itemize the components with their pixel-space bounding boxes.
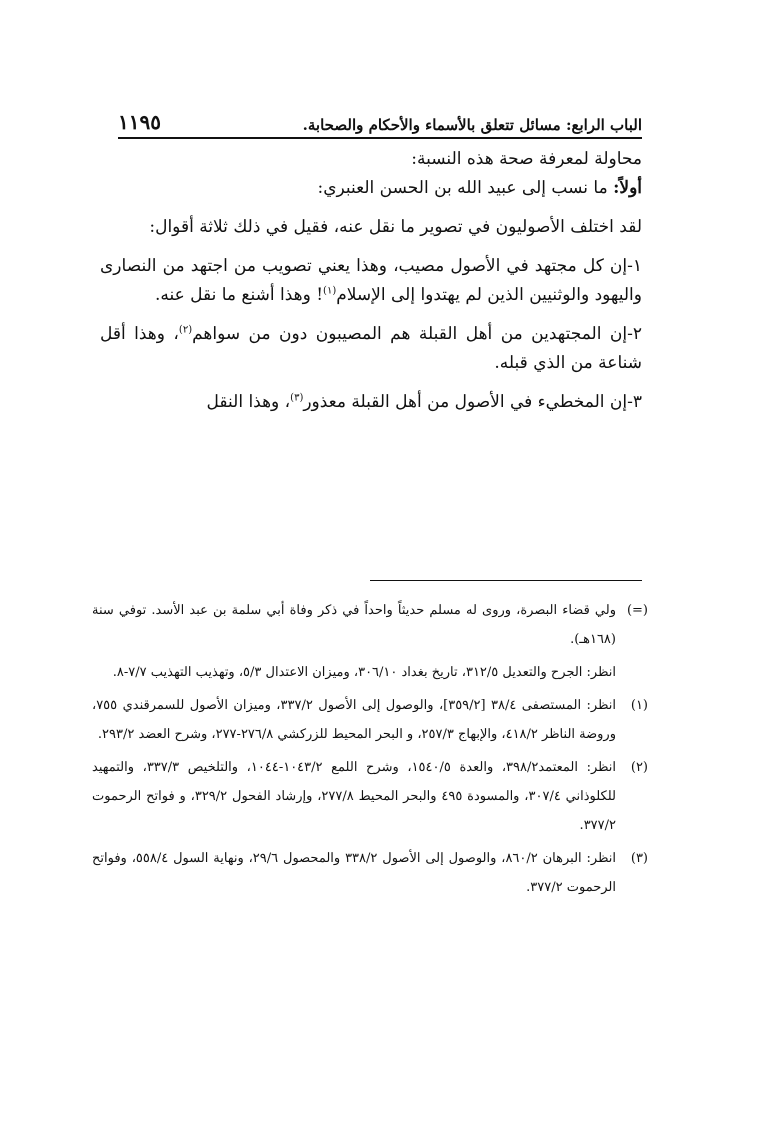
footnote-text: ولي قضاء البصرة، وروى له مسلم حديثاً واحداً في ذكر وفاة أبي سلمة بن عبد الأسد. توفي سنة (١٦٨هـ). [92,603,616,647]
paragraph-first-heading [100,174,642,203]
footnote-mark: (٢) [630,760,648,775]
footnote-1 [92,691,648,749]
footnote-mark: (=) [626,603,648,618]
footnote-mark: (١) [630,698,648,713]
first-heading-text: ما نسب إلى عبيد الله بن الحسن العنبري: [317,178,614,198]
footnotes [92,596,648,906]
running-title: الباب الرابع: مسائل تتعلق بالأسماء والأحكام والصحابة. [302,116,642,134]
paragraph-opinion-1 [100,252,642,310]
paragraph-opinion-2 [100,320,642,378]
footnote-3 [92,844,648,902]
opinion-2-tail: ، وهذا أقل شناعة من الذي قبله. [100,324,642,373]
opinion-1-text: ١-إن كل مجتهد في الأصول مصيب، وهذا يعني تصويب من اجتهد من النصارى واليهود والوثنيين الذين لم يهتدوا إلى الإسلام [100,256,642,305]
opinion-1-tail: ! وهذا أشنع ما نقل عنه. [154,285,324,305]
footnote-text: انظر: البرهان ٨٦٠/٢، والوصول إلى الأصول ٣٣٨/٢ والمحصول ٢٩/٦، ونهاية السول ٥٥٨/٤، وفواتح الرحموت ٣٧٧/٢. [92,851,616,895]
opinion-3-text: ٣-إن المخطيء في الأصول من أهل القبلة معذور [303,392,642,412]
footnote-ref-2[interactable]: (٢) [178,324,193,336]
page-header [118,108,642,134]
footnote-continued-sources: انظر: الجرح والتعديل ٣١٢/٥، تاريخ بغداد ٣٠٦/١٠، وميزان الاعتدال ٥/٣، وتهذيب التهذيب ٧/٧-٨. [112,665,616,680]
footnote-ref-3[interactable]: (٣) [290,392,304,404]
page-number: ١١٩٥ [118,110,161,134]
footnote-ref-1[interactable]: (١) [323,285,337,297]
footnote-mark: (٣) [630,851,648,866]
header-rule [118,137,642,139]
first-heading-label: أولاً: [613,178,642,198]
opinion-2-text: ٢-إن المجتهدين من أهل القبلة هم المصيبون دون من سواهم [192,324,642,344]
footnote-separator [370,580,642,581]
main-text [100,145,642,427]
opinion-3-tail: ، وهذا النقل [206,392,291,412]
footnote-text: انظر: المعتمد٣٩٨/٢، والعدة ١٥٤٠/٥، وشرح اللمع ١٠٤٣/٢-١٠٤٤، والتلخيص ٣٣٧/٣، والتمهيد للكلوذاني ٣٠٧/٤، والمسودة ٤٩٥ والبحر المحيط ٢٧٧/٨، وإرشاد الفحول ٣٢٩/٢، و فواتح الرحموت ٣٧٧/٢. [92,760,617,833]
paragraph-disagreement: لقد اختلف الأصوليون في تصوير ما نقل عنه، فقيل في ذلك ثلاثة أقوال: [149,217,642,237]
footnote-text: انظر: المستصفى ٣٨/٤ [٣٥٩/٢]، والوصول إلى الأصول ٣٣٧/٢، وميزان الأصول للسمرقندي ٧٥٥، وروضة الناظر ٤١٨/٢، والإبهاج ٢٥٧/٣، و البحر المحيط للزركشي ٢٧٦/٨-٢٧٧، وشرح العضد ٢٩٣/٢. [92,698,616,742]
paragraph-opinion-3 [100,388,642,417]
paragraph-intro: محاولة لمعرفة صحة هذه النسبة: [411,149,642,169]
footnote-continued [92,596,648,654]
footnote-2 [92,753,648,840]
